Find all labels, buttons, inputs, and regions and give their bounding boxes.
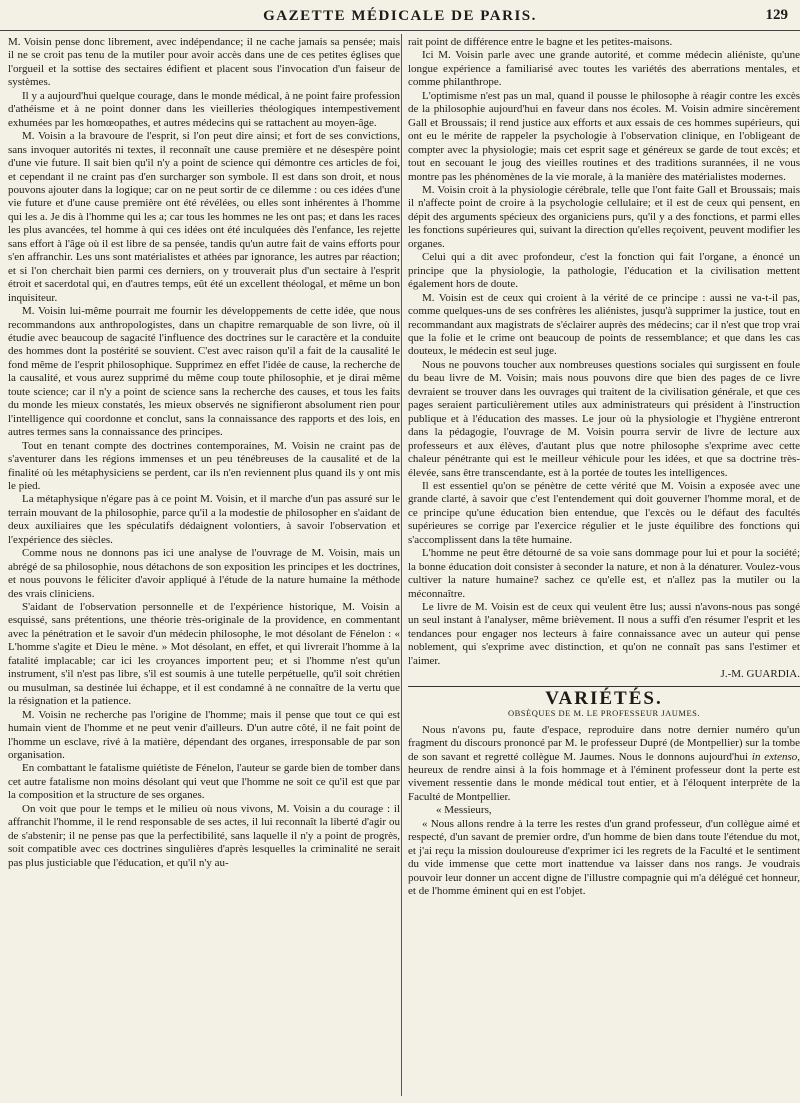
speech-salutation: « Messieurs, bbox=[436, 804, 492, 817]
right-column bbox=[408, 36, 800, 1096]
article-paragraph: S'aidant de l'observation personnelle et de l'expérience historique, M. Voisin a esquissé, sans prétentions, une théorie très-originale de la providence, en commentant avec la pénétration et le savoir d'un médecin philosophe, le mot désolant de Fénelon : « L'homme s'agite et Dieu le mène. » Mot désolant, en effet, et qui livrerait l'homme à la fatalité implacable; car ici les croyances importent peu; et si l'homme n'est qu'un instrument, s'il n'est pas libre, s'il est soumis à une tutelle perpétuelle, qu'il soit chrétien ou musulman, sa destinée lui échappe, et il est condamné à ne connaître de la vertu que la résignation et la patience. bbox=[8, 601, 400, 708]
article-paragraph: L'homme ne peut être détourné de sa voie sans dommage pour lui et pour la société; la bonne éducation doit consister à seconder la nature, et non à la dénaturer. Voulez-vous cultiver la nature humaine? sachez ce qu'elle est, et n'allez pas la mutiler ou la méconnaître. bbox=[408, 547, 800, 600]
italic-text: in extenso bbox=[751, 750, 798, 763]
text-run: , heureux de rendre ainsi à la fois hommage et à l'éminent professeur dont la perte est vivement ressentie dans le monde médical tout entier, et à l'éloquent interprète de la Faculté de Montpellier. bbox=[408, 750, 800, 803]
article-paragraph: La métaphysique n'égare pas à ce point M. Voisin, et il marche d'un pas assuré sur le terrain mouvant de la philosophie, parce qu'il a la modestie de philosopher en s'aidant de deux auxiliaires que les spéculatifs dédaignent volontiers, à savoir l'observation et l'expérience des siècles. bbox=[8, 493, 400, 546]
journal-title: GAZETTE MÉDICALE DE PARIS. bbox=[263, 8, 537, 24]
article-paragraph: Ici M. Voisin parle avec une grande autorité, et comme médecin aliéniste, qu'une longue expérience a familiarisé avec toutes les variétés des aberrations mentales, et comme philanthrope. bbox=[408, 49, 800, 89]
article-paragraph: Comme nous ne donnons pas ici une analyse de l'ouvrage de M. Voisin, mais un abrégé de sa philosophie, nous détachons de son exposition les principes et les doctrines, et nous pouvons le féliciter d'avoir appliqué à l'étude de la nature humaine la méthode des vrais cliniciens. bbox=[8, 547, 400, 600]
article-paragraph bbox=[408, 724, 800, 805]
section-title: VARIÉTÉS. bbox=[545, 687, 663, 709]
author-signature: J.-M. GUARDIA. bbox=[720, 668, 800, 681]
article-paragraph: M. Voisin a la bravoure de l'esprit, si l'on peut dire ainsi; et fort de ses convictions, sans invoquer autorités ni textes, il reconnaît une cause première et ne désespère point d'une vie future. Il sait bien qu'il n'y a point de science qui démontre ces articles de foi, et cependant il ne craint pas d'en surcharger son symbole. Il est dans son droit, et nous pouvons ajouter dans la logique; car on ne peut sortir de ce dilemme : ou ces idées d'une vie future et d'une cause première ont été révélées, ou elles sont inhérentes à l'homme qui les a. Je dis à l'homme qui les a; car tous les hommes ne les ont pas; et dans les races les plus avancées, tel homme à qui ces idées ont été inculquées dès l'enfance, les rejette sans effort à l'âge où il est libre de sa pensée, tandis qu'un autre fait de vains efforts pour s'en affranchir. Les uns sont matérialistes et athées par ignorance, les autres par réaction; et si l'on cherchait bien parmi ces derniers, on y trouverait plus d'un sectaire à l'esprit étroit et sacerdotal qui, en d'autres temps, eût été un excellent théologal, et même un bon inquisiteur. bbox=[8, 130, 400, 304]
article-paragraph: M. Voisin lui-même pourrait me fournir les développements de cette idée, que nous recommandons aux anthropologistes, dans un chapitre remarquable de son livre, où il étudie avec beaucoup de sagacité l'influence des doctrines sur le caractère et la conduite des hommes dont la postérité se souvient. C'est avec raison qu'il a fait de la causalité le fond même de l'esprit philosophique. Supprimez en effet l'idée de cause, la recherche de la causalité, et vous aurez supprimé du même coup toute philosophie, et je dirai même toute science; car il n'y a point de science sans la recherche des causes, et tous les faits du monde les mieux constatés, les mieux observés ne signifieront absolument rien pour l'intelligence qui coordonne et conclut, sans la connaissance des rapports et des lois, en autres termes sans la connaissance des principes. bbox=[8, 305, 400, 439]
article-paragraph: Tout en tenant compte des doctrines contemporaines, M. Voisin ne craint pas de s'aventurer dans les régions immenses et un peu ténébreuses de la causalité et de la finalité où les métaphysiciens se perdent, car ils n'en reviennent plus quand ils y ont mis le pied. bbox=[8, 439, 400, 492]
article-paragraph: Nous ne pouvons toucher aux nombreuses questions sociales qui surgissent en foule du beau livre de M. Voisin; mais nous pouvons dire que bien des pages de ce livre devraient se trouver dans les ouvrages qui traitent de la civilisation générale, et que ces pages seraient particulièrement utiles aux administrateurs qui président à l'instruction publique et à l'éducation des masses. Le jour où la physiologie et l'hygiène entreront dans la pédagogie, l'ouvrage de M. Voisin pourra servir de livre de lecture aux professeurs et aux élèves, d'autant plus que notre philosophe s'exprime avec cette chaleur pénétrante qui est le meilleur véhicule pour les idées, et que sa doctrine très-élevée, sans être transcendante, est à la portée de toutes les intelligences. bbox=[408, 358, 800, 479]
article-paragraph: Celui qui a dit avec profondeur, c'est la fonction qui fait l'organe, a énoncé un principe que la physiologie, la pathologie, l'éducation et la civilisation mettent également hors de doute. bbox=[408, 251, 800, 291]
article-paragraph: Il y a aujourd'hui quelque courage, dans le monde médical, à ne point faire profession d'athéisme et à ne point donner dans les vieilleries théologiques intempestivement exhumées par les homœopathes, et autres médecins qui se rattachent au moyen-âge. bbox=[8, 89, 400, 129]
article-paragraph: M. Voisin ne recherche pas l'origine de l'homme; mais il pense que tout ce qui est humain vient de l'homme et ne peut venir d'ailleurs. D'un autre côté, il ne fait point de l'homme un esclave, rivé à la matière, dépendant des organes, irresponsable de par son organisation. bbox=[8, 708, 400, 762]
article-paragraph: On voit que pour le temps et le milieu où nous vivons, M. Voisin a du courage : il affranchit l'homme, il le rend responsable de ses actes, il lui reconnaît la liberté d'agir ou de s'abstenir; il ne pense pas que la perfectibilité, sans laquelle il n'y a point de progrès, soit compatible avec ces doctrines singulières d'après lesquelles la criminalité ne serait pas plus justiciable que l'éducation, et qu'il n'y au- bbox=[8, 802, 400, 869]
article-paragraph: Le livre de M. Voisin est de ceux qui veulent être lus; aussi n'avons-nous pas songé un seul instant à l'analyser, même brièvement. Il nous a suffi d'en résumer l'esprit et les tendances pour engager nos lecteurs à faire connaissance avec un auteur qui pense noblement, qui s'exprime avec distinction, et qu'on ne connaît pas sans l'estimer et l'aimer. bbox=[408, 601, 800, 667]
article-paragraph: M. Voisin croit à la physiologie cérébrale, telle que l'ont faite Gall et Broussais; mais il n'affecte point de croire à la psychologie cellulaire; et il est de ceux qui pensent, en dépit des arguments spécieux des organiciens purs, qu'il y a des fonctions, et parmi elles les fonctions supérieures qui, suivant la direction qu'elles reçoivent, peuvent modifier les organes. bbox=[408, 183, 800, 250]
article-paragraph: En combattant le fatalisme quiétiste de Fénelon, l'auteur se garde bien de tomber dans cet autre fatalisme non moins désolant qui veut que l'homme ne soit ce qu'il est que par la composition et la structure de ses organes. bbox=[8, 762, 400, 802]
article-paragraph: M. Voisin est de ceux qui croient à la vérité de ce principe : aussi ne va-t-il pas, comme quelques-uns de ses confrères les aliénistes, jusqu'à supprimer la justice, tout en recommandant aux magistrats de s'éclairer auprès des médecins; car il n'est que trop vrai que la folie et le crime ont beaucoup de points de ressemblance; et que dans les cas douteux, le médecin est seul juge. bbox=[408, 291, 800, 358]
article-paragraph: M. Voisin pense donc librement, avec indépendance; il ne cache jamais sa pensée; mais il ne se croit pas tenu de la mutiler pour avoir accès dans une de ces petites églises que l'orgueil et la sottise des sectaires édifient et placent sous l'invocation d'un faiseur de systèmes. bbox=[8, 36, 400, 89]
section-divider bbox=[408, 686, 800, 687]
article-paragraph: Il est essentiel qu'on se pénètre de cette vérité que M. Voisin a exposée avec une grande clarté, à savoir que c'est l'entendement qui doit gouverner l'homme moral, et de ce principe qu'une éducation bien entendue, que l'excès ou le défaut des facultés supérieures se corrige par l'exercice régulier et le juste équilibre des fonctions qui s'accomplissent dans la tête humaine. bbox=[408, 479, 800, 546]
column-divider bbox=[401, 34, 402, 1096]
section-subtitle: OBSÈQUES DE M. LE PROFESSEUR JAUMES. bbox=[507, 708, 701, 719]
speech-paragraph: « Nous allons rendre à la terre les restes d'un grand professeur, d'un collègue aimé et respecté, d'un savant de premier ordre, d'un homme de bien dans toute l'étendue du mot, et j'ai reçu la mission douloureuse d'exprimer ici les regrets de la Faculté et le sentiment du vide immense que cette mort inattendue va laisser dans nos rangs. Je voudrais pouvoir leur donner un accent digne de l'illustre compagnie qui m'a délégué cet honneur, et de l'homme éminent qui en est l'objet. bbox=[408, 817, 800, 898]
article-paragraph: L'optimisme n'est pas un mal, quand il pousse le philosophe à réagir contre les excès de la philosophie aujourd'hui en faveur dans nos écoles. M. Voisin admire sincèrement Gall et Broussais; il rend justice aux efforts et aux essais de ces hommes supérieurs, qui ont eu le mérite de rappeler la psychologie à l'observation clinique, en l'obligeant de compter avec la physiologie; mais cet esprit sage et généreux se garde de tout excès; et tout en secouant le joug des vieilles routines et des traditions surannées, il ne vous montre pas les phénomènes de la vie morale, à la manière des matérialistes modernes. bbox=[408, 89, 800, 183]
article-paragraph: rait point de différence entre le bagne et les petites-maisons. bbox=[408, 36, 673, 48]
page-number: 129 bbox=[765, 7, 788, 23]
page-header bbox=[0, 0, 800, 31]
text-run: Nous n'avons pu, faute d'espace, reproduire dans notre dernier numéro qu'un fragment du discours prononcé par M. le professeur Dupré (de Montpellier) sur la tombe de son savant et regretté collègue M. Jaumes. Nous le donnons aujourd'hui bbox=[408, 723, 800, 763]
left-column bbox=[8, 36, 400, 1096]
